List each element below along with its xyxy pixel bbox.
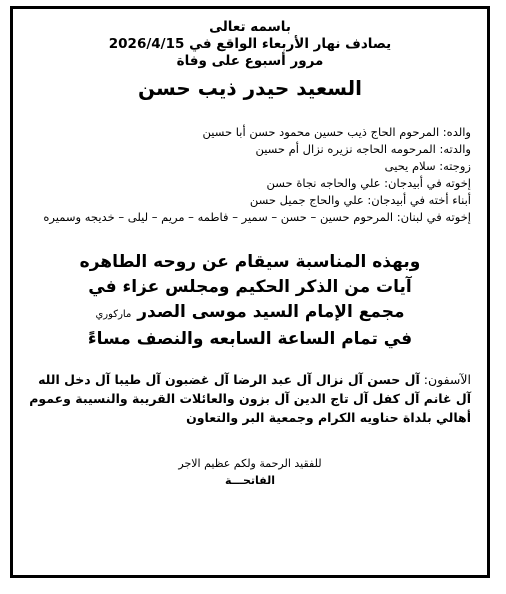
bismillah-line: باسمه تعالى — [209, 19, 291, 35]
obituary-notice — [10, 6, 490, 578]
mourners-title: الآسفون: — [423, 372, 471, 387]
relative-wife: زوجته: سلام يحيى — [384, 159, 471, 173]
announcement — [13, 250, 487, 352]
relative-father: والده: المرحوم الحاج ذيب حسين محمود حسن أبا حسين — [202, 125, 471, 139]
deceased-name: السعيد حيدر ذيب حسن — [138, 76, 362, 100]
relative-siblings-lebanon: إخوته في لبنان: المرحوم حسين – حسن – سمير – فاطمه – مريم – ليلى – خديجه وسميره — [43, 210, 471, 224]
venue-area: ماركوري — [95, 309, 132, 320]
relative-nephews-abidjan: أبناء أخته في أبيدجان: علي والحاج جميل حسن — [249, 193, 471, 207]
relative-mother: والدته: المرحومه الحاجه نزيره نزال أم حسين — [255, 142, 471, 156]
date-line: يصادف نهار الأربعاء الواقع في 2026/4/15 — [108, 36, 392, 52]
closing-line-1: للفقيد الرحمة ولكم عظيم الاجر — [178, 457, 322, 470]
announcement-line-4: في تمام الساعة السابعه والنصف مساءً — [87, 329, 413, 349]
closing — [13, 455, 487, 489]
mourners-text: آل حسن آل نزال آل عبد الرضا آل غضبون آل طيبا آل دخل الله آل غانم آل كفل آل تاج الدين آل بزون والعائلات القريبة والنسيبة وعموم أهالي بلداة حناويه الكرام وجمعية البر والتعاون — [29, 372, 471, 425]
announcement-line-1: وبهذه المناسبة سيقام عن روحه الطاهره — [79, 252, 421, 272]
venue-name: مجمع الإمام السيد موسى الصدر — [137, 302, 405, 322]
announcement-line-2: آيات من الذكر الحكيم ومجلس عزاء في — [88, 277, 412, 297]
occasion-line: مرور أسبوع على وفاة — [176, 53, 324, 69]
announcement-line-3 — [13, 300, 487, 327]
closing-line-2: الفاتحـــة — [225, 474, 275, 487]
relatives-list — [13, 124, 487, 226]
mourners-section — [13, 370, 487, 427]
relative-siblings-abidjan: إخوته في أبيدجان: علي والحاجه نجاة حسن — [266, 176, 471, 190]
